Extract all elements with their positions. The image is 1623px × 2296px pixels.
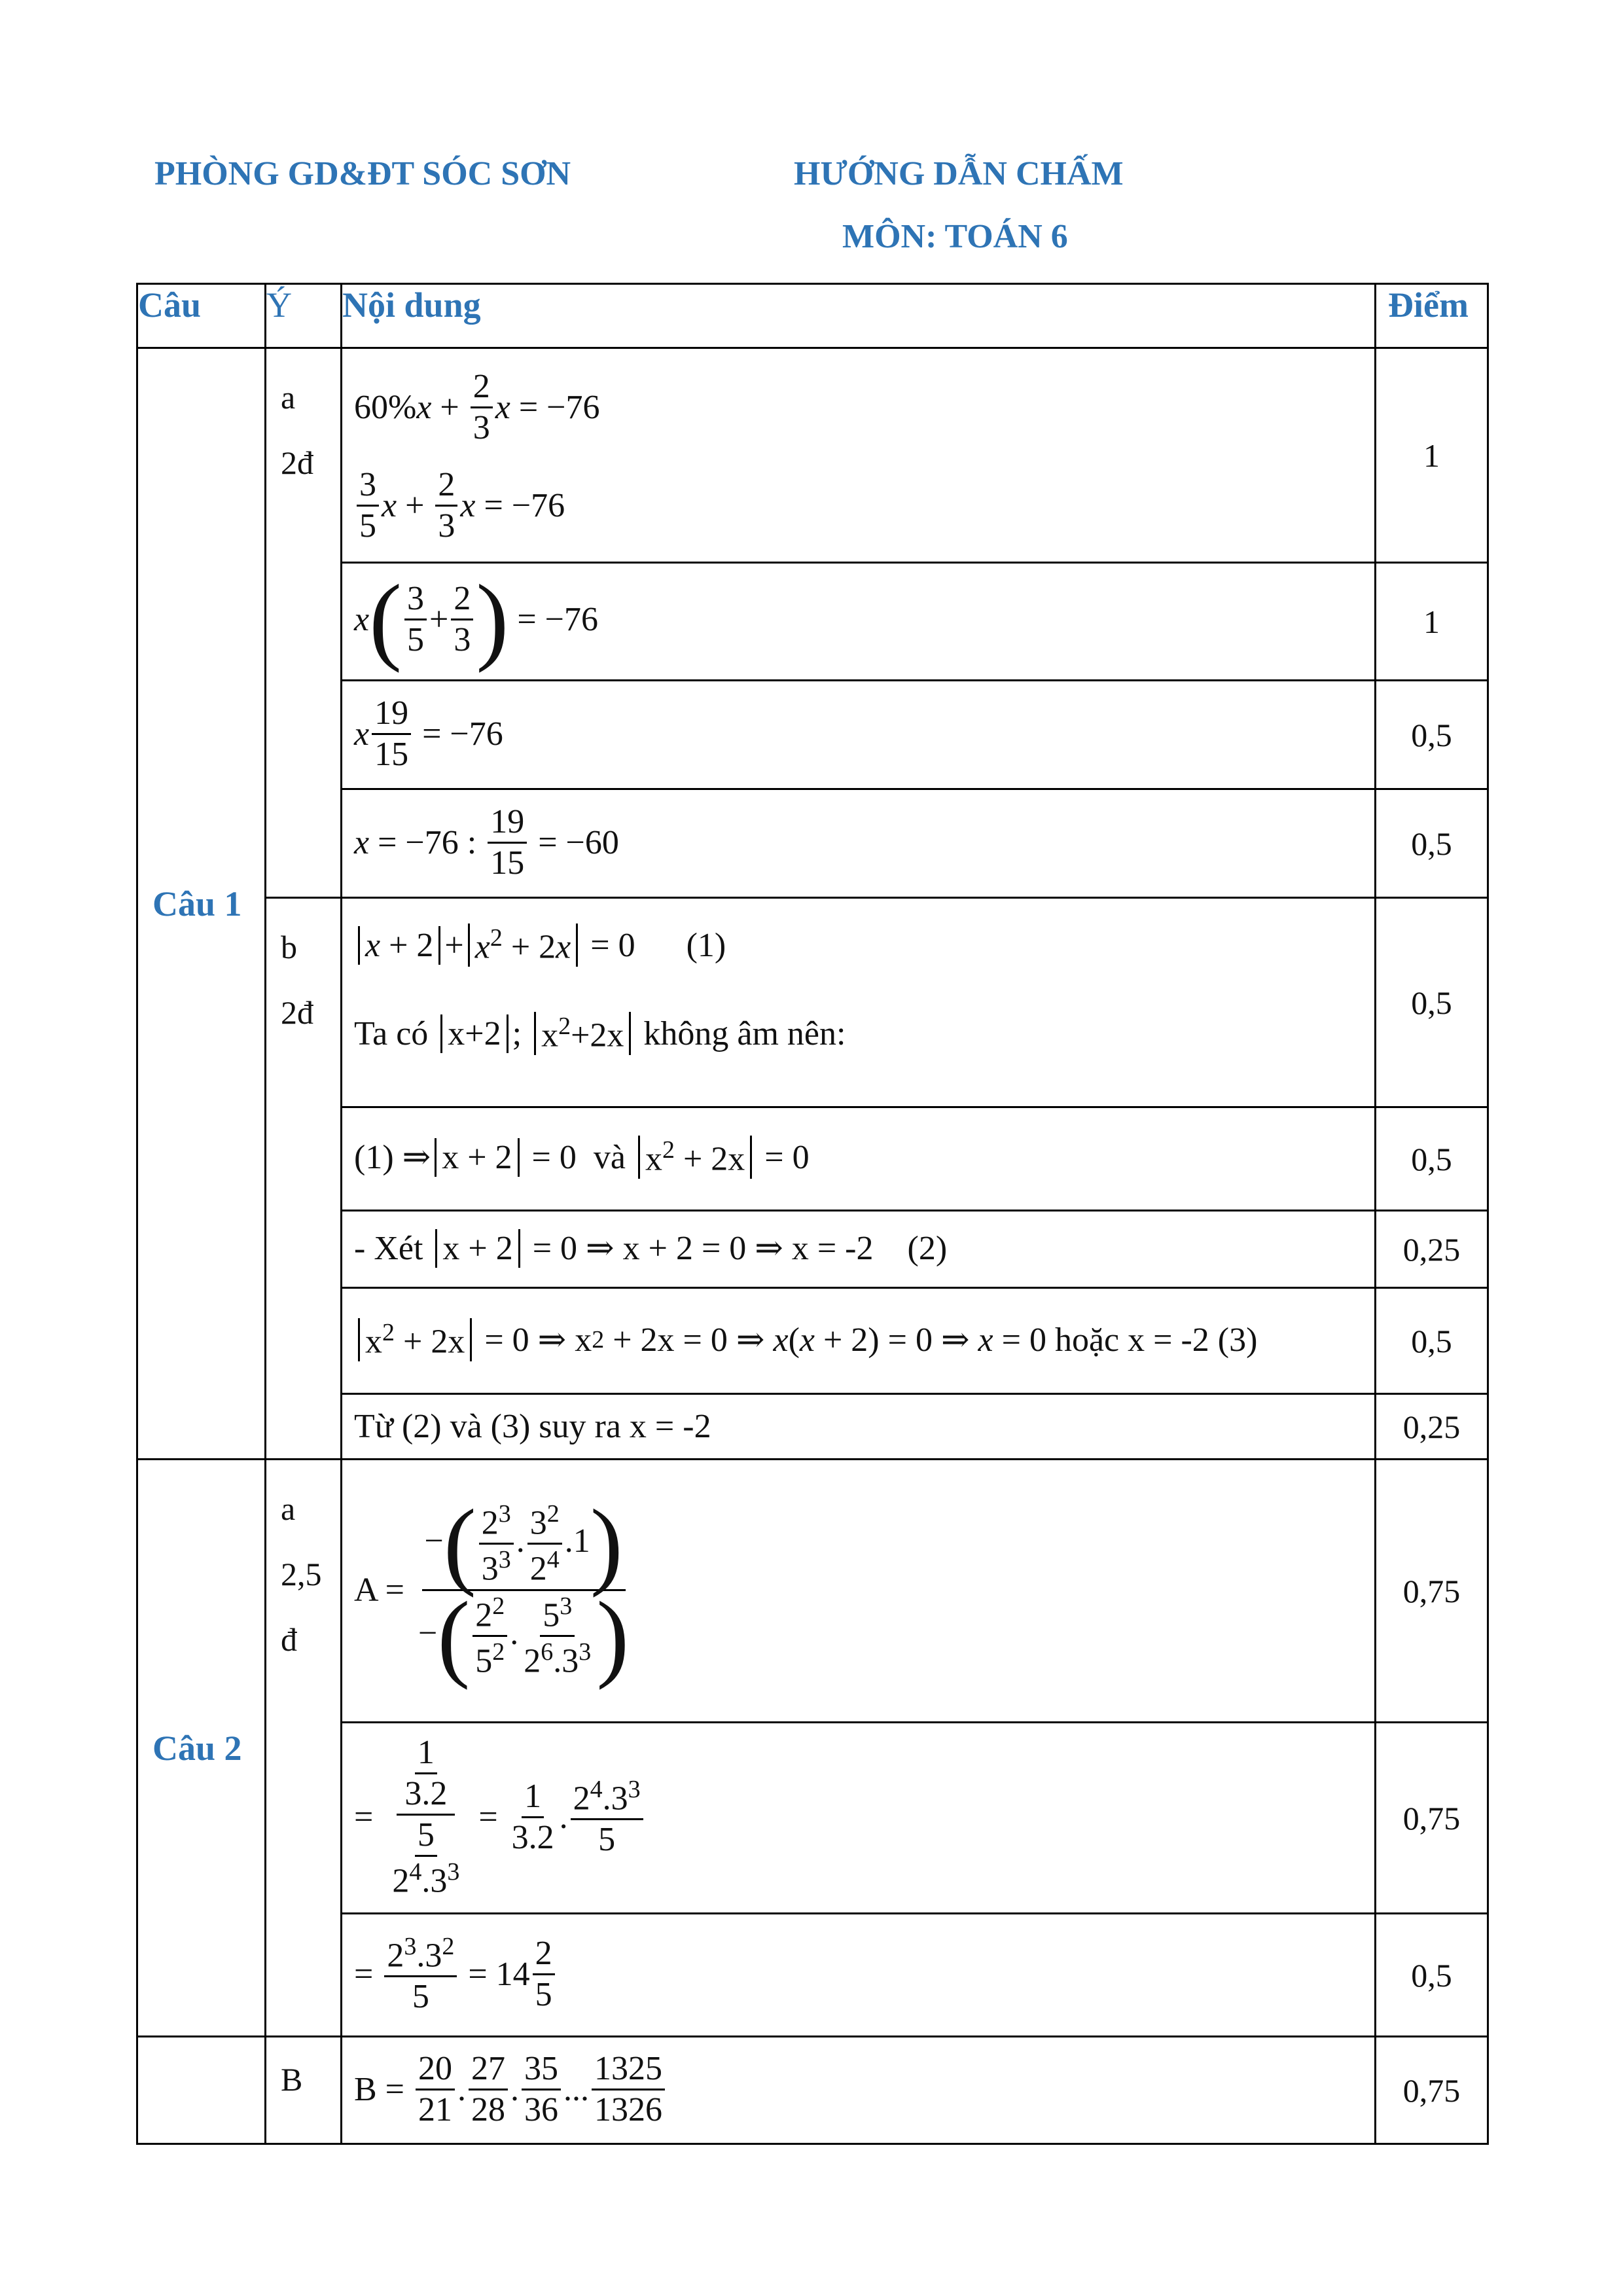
cau-2-a xyxy=(266,1460,342,2037)
header-noidung: Nội dung xyxy=(342,284,1376,348)
math-line: x ( 3 5 + 2 3 ) = −76 xyxy=(354,565,598,673)
score: 0,75 xyxy=(1376,1723,1488,1914)
step-content xyxy=(342,2037,1376,2144)
cau-1-b-points: 2đ xyxy=(281,994,313,1031)
eq-label-1: (1) xyxy=(686,926,726,964)
cau-1-a-label: a xyxy=(281,379,296,416)
math-line: 3 5 x + 2 3 x = −76 xyxy=(354,456,1363,554)
score: 0,25 xyxy=(1376,1394,1488,1460)
score: 0,75 xyxy=(1376,1460,1488,1723)
math-line: x 19 15 = −76 xyxy=(354,694,503,773)
score: 0,5 xyxy=(1376,1914,1488,2037)
math-line: x + 2 + $x^2 + 2x$ = 0 (1) xyxy=(354,899,1363,988)
answer-table xyxy=(136,283,1489,2145)
cau-2-a-points-unit: đ xyxy=(281,1621,297,1658)
subject-title: MÔN: TOÁN 6 xyxy=(842,218,1068,255)
score: 1 xyxy=(1376,348,1488,563)
eq-label-1b: (1) ⇒ xyxy=(354,1139,431,1176)
math-line: Ta có x+2 ; $x^2+2x$ không âm nên: xyxy=(354,1013,846,1054)
doc-title: HƯỚNG DẪN CHẤM xyxy=(794,155,1124,192)
cau-2-blank xyxy=(137,2037,266,2144)
text-tu: Từ (2) và (3) suy ra x = -2 xyxy=(354,1407,711,1445)
header-y: Ý xyxy=(266,284,342,348)
step-content xyxy=(342,1288,1376,1394)
text-xet: - Xét xyxy=(354,1229,423,1267)
cau-1-label: Câu 1 xyxy=(137,348,266,1460)
table-row xyxy=(137,898,1488,1107)
score: 0,25 xyxy=(1376,1211,1488,1288)
school-name: PHÒNG GD&ĐT SÓC SƠN xyxy=(154,155,571,192)
step-content xyxy=(342,1107,1376,1211)
step-content xyxy=(342,898,1376,1107)
eq-xet: = 0 ⇒ x + 2 = 0 ⇒ x = -2 xyxy=(532,1230,874,1267)
cau-1-b xyxy=(266,898,342,1460)
table-header-row xyxy=(137,284,1488,348)
cau-2-label: Câu 2 xyxy=(137,1460,266,2037)
header-diem: Điểm xyxy=(1376,284,1488,348)
cau-1-a xyxy=(266,348,342,898)
math-line: 60% x + 2 3 x = −76 xyxy=(354,367,600,446)
step-content xyxy=(342,789,1376,898)
math-line: A = −( $\frac{2^3}{3^3}$ . $\frac{3^2}{2^4}$ .1) −( $\frac{2^2}{5^2}$ . $\frac{5^3}{2^6.3^3}$ ) xyxy=(354,1489,630,1691)
score: 0,5 xyxy=(1376,1107,1488,1211)
score: 0,5 xyxy=(1376,898,1488,1107)
table-row xyxy=(137,348,1488,563)
text-taco: Ta có xyxy=(354,1014,429,1052)
score: 0,5 xyxy=(1376,681,1488,789)
step-content xyxy=(342,348,1376,563)
step-content xyxy=(342,1394,1376,1460)
header-cau: Câu xyxy=(137,284,266,348)
table-row xyxy=(137,2037,1488,2144)
step-content xyxy=(342,681,1376,789)
score: 0,5 xyxy=(1376,789,1488,898)
step-content xyxy=(342,1211,1376,1288)
step-content xyxy=(342,1460,1376,1723)
math-line: (1) ⇒ x + 2 = 0 và $x^2 + 2x$ = 0 xyxy=(354,1136,810,1178)
text-hoac: hoặc x = -2 (3) xyxy=(1054,1321,1258,1359)
eq-label-2: (2) xyxy=(907,1229,948,1267)
step-content xyxy=(342,1723,1376,1914)
math-line: x = −76 : 19 15 = −60 xyxy=(354,802,619,882)
score: 1 xyxy=(1376,563,1488,681)
score: 0,75 xyxy=(1376,2037,1488,2144)
step-content xyxy=(342,563,1376,681)
cau-2-a-points: 2,5 xyxy=(281,1556,322,1592)
math-line: $x^2 + 2x$ = 0 ⇒ x 2 + 2x = 0 ⇒ x ( x + 2) = 0 ⇒ x = 0 hoặc x = -2 (3) xyxy=(354,1289,1363,1391)
score: 0,5 xyxy=(1376,1288,1488,1394)
math-line: = $2^3.3^2$ 5 = 14 2 5 xyxy=(354,1914,1363,2034)
cau-2-b-label: B xyxy=(266,2037,342,2144)
math-line: B = 20 21 . 27 28 . 35 36 ... 1325 1326 xyxy=(354,2037,1363,2141)
math-line: - Xét x + 2 = 0 ⇒ x + 2 = 0 ⇒ x = -2 (2) xyxy=(354,1229,948,1267)
cau-1-b-label: b xyxy=(281,929,297,965)
step-content xyxy=(342,1914,1376,2037)
text-khongam: không âm nên: xyxy=(643,1014,846,1052)
cau-1-a-points: 2đ xyxy=(281,444,313,481)
text-va: và xyxy=(593,1138,626,1176)
cau-2-a-label: a xyxy=(281,1490,296,1527)
math-line: = $\frac{1}{3.2}$ $\frac{5}{2^4.3^3}$ = 1 3.2 . $2^4.3^3$ 5 xyxy=(354,1723,1363,1910)
table-row xyxy=(137,1460,1488,1723)
